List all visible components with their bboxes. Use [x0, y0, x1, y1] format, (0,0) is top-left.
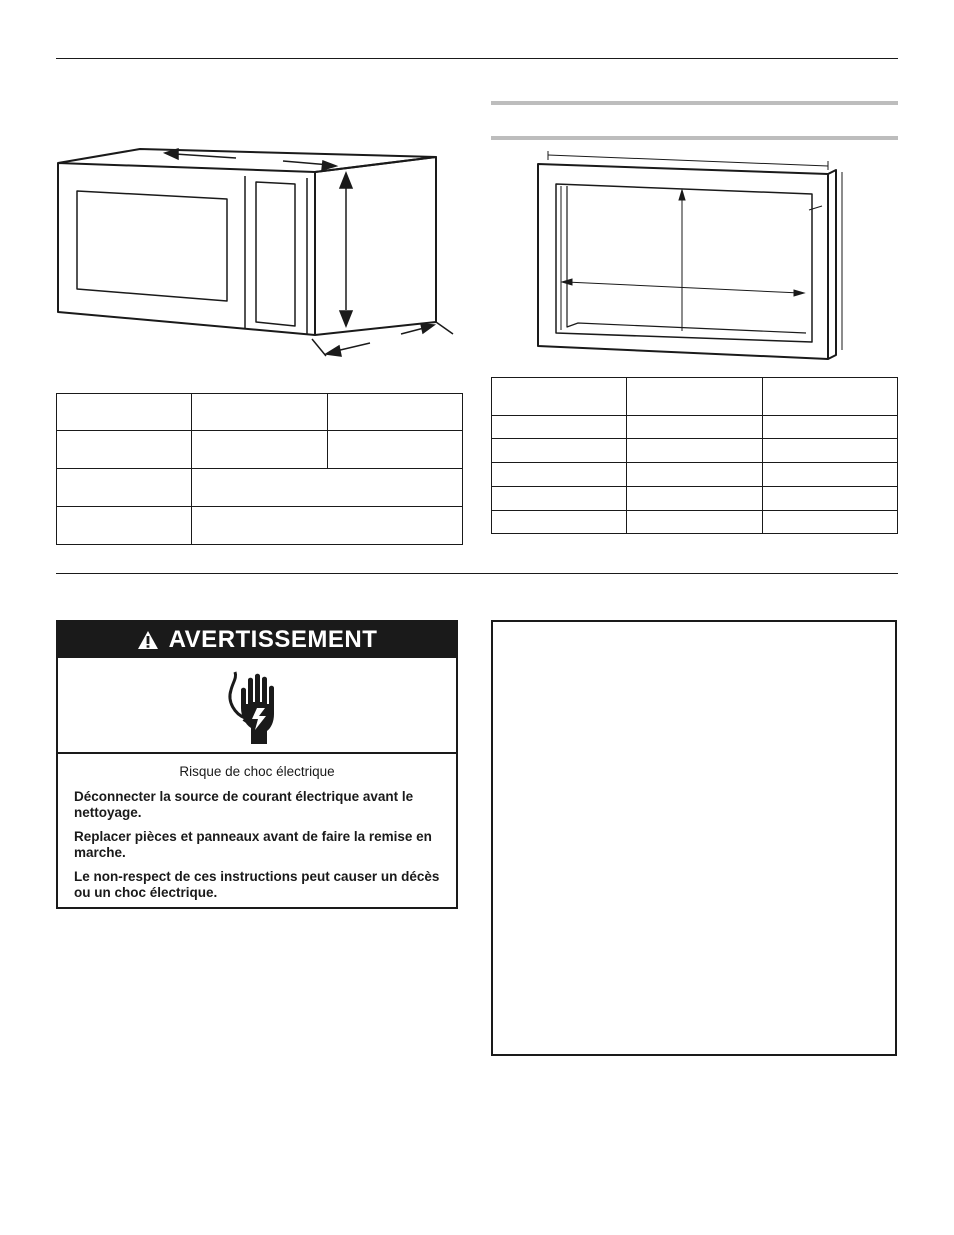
table-cell	[627, 439, 763, 463]
warning-icon-area	[58, 658, 456, 754]
table-cell	[492, 463, 627, 487]
table-cell	[57, 469, 192, 507]
table-cell	[627, 463, 763, 487]
table-cell	[492, 378, 627, 416]
table-cell	[763, 439, 898, 463]
table-cell	[57, 394, 192, 431]
table-cell	[492, 487, 627, 511]
table-cell	[763, 463, 898, 487]
instruction-frame	[491, 620, 897, 1056]
table-cell	[627, 416, 763, 439]
table-cell	[763, 487, 898, 511]
warning-header	[58, 622, 456, 658]
table-cell	[763, 416, 898, 439]
table-cell	[57, 507, 192, 545]
microwave-dimension-table	[56, 393, 463, 545]
cabinet-dimension-table	[491, 377, 898, 534]
table-cell	[57, 431, 192, 469]
table-cell	[763, 378, 898, 416]
table-cell	[492, 416, 627, 439]
table-cell	[328, 394, 463, 431]
warning-subtitle: Risque de choc électrique	[179, 764, 335, 779]
table-cell	[627, 378, 763, 416]
table-cell	[192, 431, 328, 469]
table-cell	[492, 511, 627, 534]
table-cell	[492, 439, 627, 463]
table-cell	[192, 507, 463, 545]
table-cell	[328, 431, 463, 469]
middle-rule	[56, 573, 898, 574]
table-cell	[192, 394, 328, 431]
warning-line-3: Le non-respect de ces instructions peut causer un décès ou un choc électrique.	[74, 869, 440, 900]
table-cell	[763, 511, 898, 534]
warning-title: AVERTISSEMENT	[168, 626, 378, 653]
table-cell	[627, 487, 763, 511]
table-cell	[192, 469, 463, 507]
electric-shock-hand-icon	[221, 668, 291, 748]
warning-triangle-icon	[137, 630, 159, 650]
cabinet-opening-illustration	[0, 0, 954, 380]
table-cell	[627, 511, 763, 534]
warning-text	[58, 754, 456, 901]
warning-line-1: Déconnecter la source de courant électrique avant le nettoyage.	[74, 789, 414, 820]
warning-box	[56, 620, 458, 909]
warning-line-2: Replacer pièces et panneaux avant de faire la remise en marche.	[74, 829, 432, 860]
